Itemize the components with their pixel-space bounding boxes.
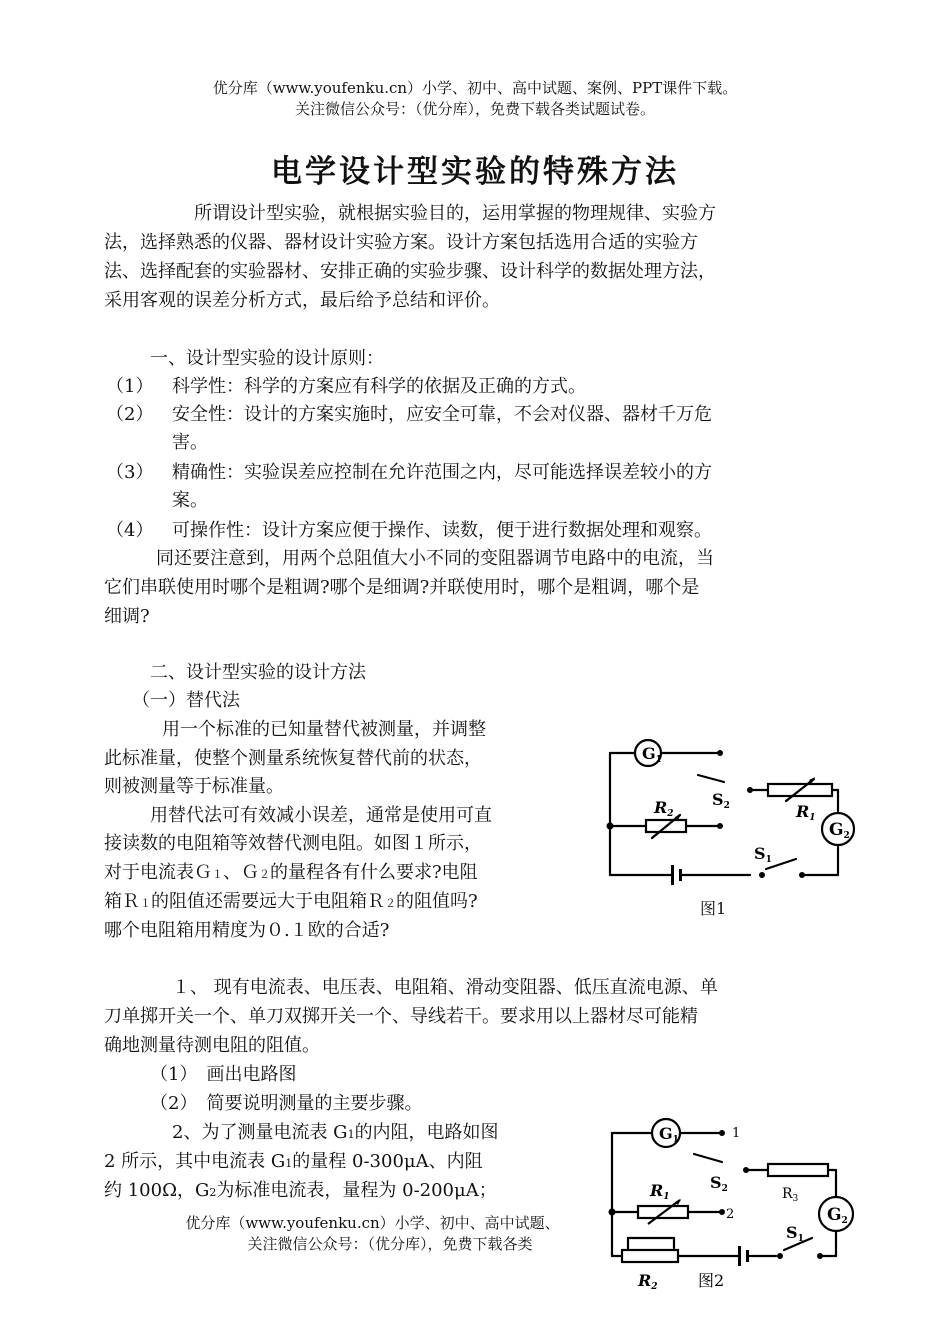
note-line-2: 它们串联使用时哪个是粗调?哪个是细调?并联使用时，哪个是粗调，哪个是 xyxy=(104,577,700,598)
intro-line-1: 所谓设计型实验，就根据实验目的，运用掌握的物理规律、实验方 xyxy=(194,203,716,224)
substitution-line-2: 此标准量，使整个测量系统恢复替代前的状态， xyxy=(104,748,482,769)
fig2-g2-label: G2 xyxy=(827,1205,848,1226)
principle-num-3: （3） xyxy=(106,462,154,483)
substitution-line-7: 箱Ｒ１的阻值还需要远大于电阻箱Ｒ２的阻值吗? xyxy=(104,891,478,912)
fig2-terminal-2: 2 xyxy=(726,1207,735,1222)
note-line-1: 同还要注意到，用两个总阻值大小不同的变阻器调节电路中的电流，当 xyxy=(156,548,714,569)
principle-text-3b: 案。 xyxy=(172,490,208,511)
problem1-line-3: 确地测量待测电阻的阻值。 xyxy=(104,1035,320,1056)
substitution-line-5: 接读数的电阻箱等效替代测电阻。如图１所示， xyxy=(104,833,482,854)
principle-num-4: （4） xyxy=(106,520,154,541)
figure-2-circuit xyxy=(598,1108,870,1298)
footer-line-2: 关注微信公众号：（优分库），免费下载各类 xyxy=(247,1235,533,1253)
problem1-line-2: 刀单掷开关一个、单刀双掷开关一个、导线若干。要求用以上器材尽可能精 xyxy=(104,1006,698,1027)
principle-num-1: （1） xyxy=(106,376,154,397)
principle-text-1: 科学性：科学的方案应有科学的依据及正确的方式。 xyxy=(172,376,586,397)
substitution-line-8: 哪个电阻箱用精度为０.１欧的合适? xyxy=(104,920,390,941)
fig2-r1-label: R1 xyxy=(650,1181,670,1202)
fig2-r2-label: R2 xyxy=(638,1271,658,1292)
fig2-s2-label: S2 xyxy=(710,1173,728,1194)
substitution-line-4: 用替代法可有效减小误差，通常是使用可直 xyxy=(150,805,492,826)
problem1-item-2: （2） 简要说明测量的主要步骤。 xyxy=(150,1093,423,1114)
fig2-terminal-1: 1 xyxy=(732,1126,741,1141)
fig1-r2-label: R2 xyxy=(654,798,674,819)
section2-heading: 二、设计型实验的设计方法 xyxy=(150,662,366,683)
header-line-2: 关注微信公众号：（优分库），免费下载各类试题试卷。 xyxy=(294,100,655,118)
principle-num-2: （2） xyxy=(106,404,154,425)
principle-text-4: 可操作性：设计方案应便于操作、读数，便于进行数据处理和观察。 xyxy=(172,520,712,541)
substitution-line-3: 则被测量等于标准量。 xyxy=(104,776,284,797)
problem2-line-1: 2、为了测量电流表 G1的内阻，电路如图 xyxy=(172,1122,499,1143)
fig1-s2-label: S2 xyxy=(712,790,730,811)
fig2-r3-label: $R_3$ xyxy=(782,1186,799,1204)
fig1-g2-label: G2 xyxy=(829,820,850,841)
page-title: 电学设计型实验的特殊方法 xyxy=(271,154,679,190)
intro-line-3: 法、选择配套的实验器材、安排正确的实验步骤、设计科学的数据处理方法， xyxy=(104,261,716,282)
intro-line-4: 采用客观的误差分析方式，最后给予总结和评价。 xyxy=(104,290,500,311)
problem1-item-1: （1） 画出电路图 xyxy=(150,1064,297,1085)
problem2-line-3: 约 100Ω，G2为标准电流表，量程为 0-200μA； xyxy=(104,1180,497,1201)
note-line-3: 细调? xyxy=(104,606,150,627)
intro-line-2: 法，选择熟悉的仪器、器材设计实验方案。设计方案包括选用合适的实验方 xyxy=(104,232,698,253)
fig1-g1-label: G1 xyxy=(642,744,662,765)
fig2-g1-label: G1 xyxy=(659,1124,679,1145)
figure-2-caption: 图2 xyxy=(698,1271,725,1290)
fig1-s1-label: S1 xyxy=(754,844,772,865)
fig1-r1-label: R1 xyxy=(796,802,816,823)
figure-1-caption: 图1 xyxy=(700,899,727,918)
principle-text-3a: 精确性：实验误差应控制在允许范围之内，尽可能选择误差较小的方 xyxy=(172,462,712,483)
substitution-line-6: 对于电流表Ｇ１、Ｇ２的量程各有什么要求?电阻 xyxy=(104,862,478,883)
figure-1-circuit xyxy=(600,725,870,925)
fig2-s1-label: S1 xyxy=(786,1223,804,1244)
problem2-line-2: 2 所示，其中电流表 G1的量程 0-300μA、内阻 xyxy=(104,1151,483,1172)
section2-subheading: （一）替代法 xyxy=(132,690,240,711)
problem1-line-1: １、 现有电流表、电压表、电阻箱、滑动变阻器、低压直流电源、单 xyxy=(172,977,718,998)
footer-line-1: 优分库（www.youfenku.cn）小学、初中、高中试题、 xyxy=(185,1214,560,1232)
substitution-line-1: 用一个标准的已知量替代被测量，并调整 xyxy=(162,719,486,740)
section1-heading: 一、设计型实验的设计原则： xyxy=(150,348,384,369)
header-line-1: 优分库（www.youfenku.cn）小学、初中、高中试题、案例、PPT课件下载。 xyxy=(212,79,738,97)
principle-text-2b: 害。 xyxy=(172,432,208,453)
principle-text-2a: 安全性：设计的方案实施时，应安全可靠，不会对仪器、器材千万危 xyxy=(172,404,712,425)
